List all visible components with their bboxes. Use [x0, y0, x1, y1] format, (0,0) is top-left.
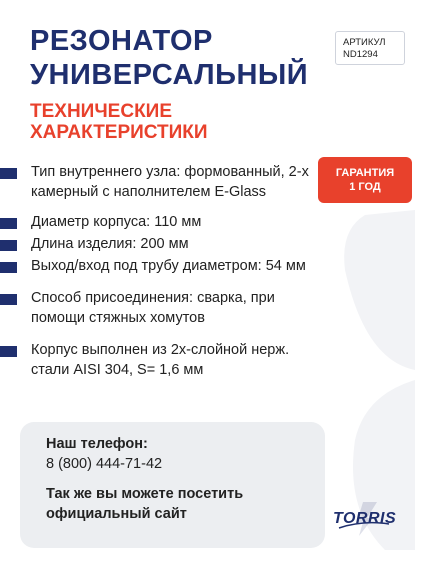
spec-list: [0, 162, 320, 380]
guarantee-line: ГАРАНТИЯ: [335, 167, 395, 179]
bullet-icon: [0, 168, 17, 179]
bullet-icon: [0, 262, 17, 273]
bullet-icon: [0, 346, 17, 357]
bullet-icon: [0, 294, 17, 305]
guarantee-line: 1 ГОД: [349, 181, 381, 193]
sku-value: ND1294: [343, 49, 378, 60]
page-title: [30, 24, 330, 92]
title-line: РЕЗОНАТОР: [30, 25, 213, 57]
subtitle-line: ХАРАКТЕРИСТИКИ: [30, 122, 208, 143]
spec-item: Длина изделия: 200 мм: [0, 234, 320, 254]
contact-panel: [20, 422, 325, 548]
section-subtitle: [30, 101, 290, 143]
guarantee-badge: [318, 157, 412, 203]
bullet-icon: [0, 240, 17, 251]
site-text: Так же вы можете посетить официальный сайт: [46, 486, 244, 522]
sku-label: АРТИКУЛ: [343, 37, 386, 48]
bullet-icon: [0, 218, 17, 229]
phone-number[interactable]: 8 (800) 444-71-42: [46, 456, 163, 472]
spec-item: Корпус выполнен из 2х-слойной нерж. стали AISI 304, S= 1,6 мм: [0, 340, 320, 380]
phone-label: Наш телефон:: [46, 436, 148, 452]
subtitle-line: ТЕХНИЧЕСКИЕ: [30, 101, 172, 122]
spec-item: Способ присоединения: сварка, при помощи стяжных хомутов: [0, 288, 320, 328]
spec-item: Тип внутреннего узла: формованный, 2-х камерный с наполнителем E-Glass: [0, 162, 320, 202]
brand-logo: [333, 498, 411, 538]
title-line: УНИВЕРСАЛЬНЫЙ: [30, 59, 309, 91]
sku-box: [335, 31, 405, 65]
logo-text: TORRIS: [333, 510, 397, 527]
spec-item: Выход/вход под трубу диаметром: 54 мм: [0, 256, 320, 276]
spec-item: Диаметр корпуса: 110 мм: [0, 212, 320, 232]
